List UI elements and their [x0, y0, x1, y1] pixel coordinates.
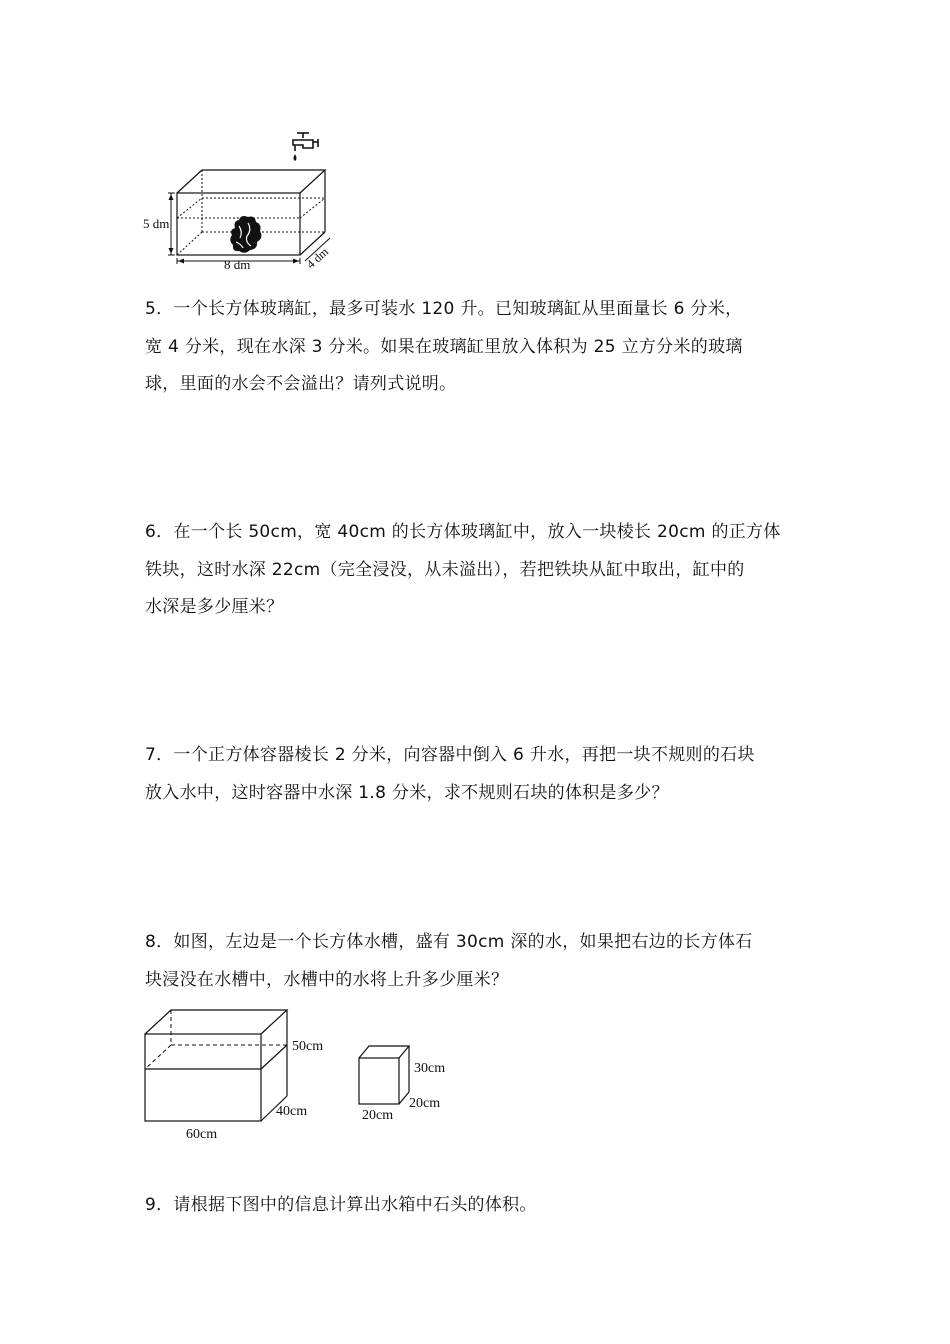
water-drop-icon — [294, 154, 297, 161]
tank-figure — [135, 128, 350, 278]
problem-9 — [145, 1187, 825, 1225]
tank-length-label: 8 dm — [224, 257, 251, 272]
problem-5-line-1: 5．一个长方体玻璃缸，最多可装水 120 升。已知玻璃缸从里面量长 6 分米， — [145, 299, 743, 319]
problem-6-line-3: 水深是多少厘米？ — [145, 597, 284, 617]
problem-9-line-1: 9．请根据下图中的信息计算出水箱中石头的体积。 — [145, 1195, 537, 1215]
tank-width-label: 4 dm — [303, 244, 332, 272]
tank-height-label: 5 dm — [143, 216, 170, 231]
faucet-icon — [293, 133, 318, 151]
problem-5-line-2: 宽 4 分米，现在水深 3 分米。如果在玻璃缸里放入体积为 25 立方分米的玻璃 — [145, 336, 743, 357]
block-height-label: 30cm — [414, 1061, 446, 1076]
problem-7-line-2: 放入水中，这时容器中水深 1.8 分米，求不规则石块的体积是多少？ — [145, 782, 669, 803]
trough-height-label: 50cm — [292, 1039, 324, 1054]
problem-6-line-1: 6．在一个长 50cm，宽 40cm 的长方体玻璃缸中，放入一块棱长 20cm 的正方体 — [145, 522, 781, 542]
problem-7-line-1: 7．一个正方体容器棱长 2 分米，向容器中倒入 6 升水，再把一块不规则的石块 — [145, 745, 755, 765]
block-outline — [359, 1046, 409, 1104]
stone-icon — [230, 216, 261, 253]
problem-8-line-2: 块浸没在水槽中，水槽中的水将上升多少厘米？ — [145, 969, 509, 990]
block-width-label: 20cm — [409, 1096, 441, 1111]
problem-5-line-3: 球，里面的水会不会溢出？请列式说明。 — [145, 374, 457, 394]
trough-width-label: 40cm — [276, 1104, 308, 1119]
problem-8 — [145, 924, 825, 999]
trough-block-figure — [135, 1000, 475, 1150]
trough-outline — [145, 1010, 287, 1121]
trough-length-label: 60cm — [186, 1127, 218, 1142]
problem-7 — [145, 737, 825, 812]
block-length-label: 20cm — [362, 1108, 394, 1123]
problem-8-line-1: 8．如图，左边是一个长方体水槽，盛有 30cm 深的水，如果把右边的长方体石 — [145, 932, 753, 952]
problem-6-line-2: 铁块，这时水深 22cm（完全浸没，从未溢出），若把铁块从缸中取出，缸中的 — [145, 559, 745, 580]
problem-6 — [145, 514, 825, 627]
trough-hidden-edges — [145, 1010, 287, 1069]
problem-5 — [145, 291, 825, 404]
